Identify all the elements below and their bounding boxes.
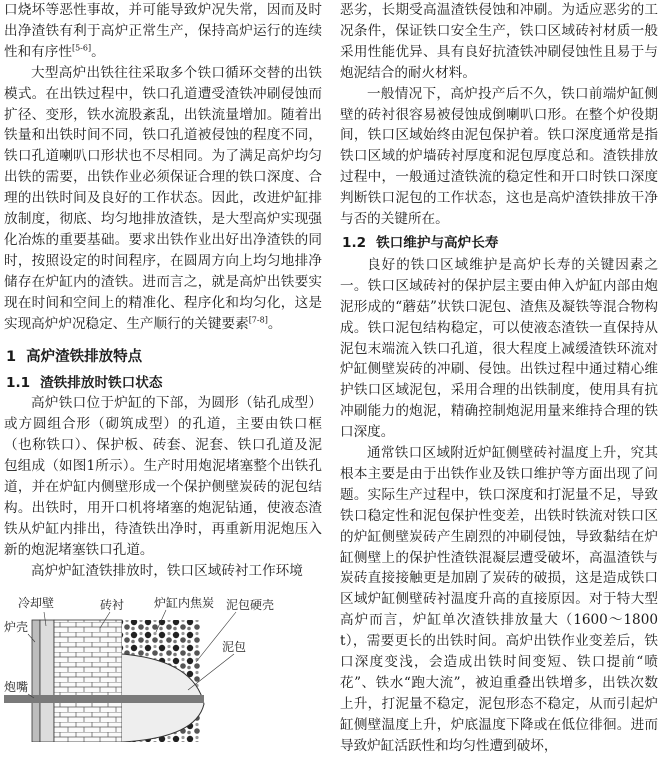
paragraph-intro-end bbox=[4, 0, 322, 63]
label-furnace-shell: 炉壳 bbox=[4, 619, 29, 634]
section-title: 高炉渣铁排放特点 bbox=[26, 348, 143, 365]
subsection-heading-1-2 bbox=[342, 233, 658, 254]
paragraph-tapping-mode bbox=[4, 63, 322, 335]
subsection-number: 1.2 bbox=[342, 234, 367, 251]
subsection-number: 1.1 bbox=[6, 374, 31, 391]
paragraph-maintenance: 良好的铁口区域维护是高炉长寿的关键因素之一。铁口区域砖衬的保护层主要由伸入炉缸内部由炮泥形成的“蘑菇”状铁口泥包、渣焦及凝铁等混合物构成。铁口泥包结构稳定，可以使液态渣铁一直保持从泥包末端流入铁口孔道，很大程度上减缓渣铁环流对炉缸侧壁炭砖的冲刷、侵蚀。出铁过程中通过精心维护铁口区域泥包，采用合理的出铁制度，使用具有抗冲刷能力的炮泥，精确控制炮泥用量来维持合理的铁口深度。 bbox=[340, 256, 658, 441]
paragraph-refractory: 恶劣，长期受高温渣铁侵蚀和冲刷。为适应恶劣的工况条件，保证铁口安全生产，铁口区域砖衬材质一般采用性能优异、具有良好抗渣铁冲刷侵蚀性且易于与炮泥结合的耐火材料。 bbox=[340, 2, 658, 81]
paragraph-temperature-rise: 通常铁口区域附近炉缸侧壁砖衬温度上升，究其根本主要是由于出铁作业及铁口维护等方面出现了问题。实际生产过程中，铁口深度和打泥量不足，导致铁口稳定性和泥包保护性变差，出铁时铁流对铁口区的炉缸侧壁炭砖产生剧烈的冲刷侵蚀，导致黏结在炉缸侧壁上的保护性渣铁混凝层遭受破坏，高温渣铁与炭砖直接接触更是加剧了炭砖的破损，这是造成铁口区域炉缸侧壁砖衬温度升高的直接原因。对于特大型高炉而言，炉缸单次渣铁排放量大（1600～1800 t），需要更长的出铁时间。高炉出铁作业变差后，铁口深度变浅，会造成出铁时间变短、铁口提前“喷花”、铁水“跑大流”，被迫重叠出铁增多，出铁次数上升，打泥量不稳定，泥包形态不稳定，从而引起炉缸侧壁温度上升，炉底温度下降或在低位徘徊。进而导致炉缸活跃性和均匀性遭到破坏， bbox=[340, 445, 658, 754]
furnace-shell-layer bbox=[32, 620, 40, 742]
citation: [7-8] bbox=[248, 315, 268, 325]
label-mud-hard-shell: 泥包硬壳 bbox=[226, 597, 275, 612]
paragraph-taphole-depth: 一般情况下，高炉投产后不久，铁口前端炉缸侧壁的砖衬很容易被侵蚀成倒喇叭口形。在整个炉役期间，铁口区域始终由泥包保护着。铁口深度通常是指铁口区域的炉墙砖衬厚度和泥包厚度总和。渣铁排放过程中，一般通过渣铁流的稳定性和开口时铁口深度判断铁口泥包的工作状态，这也是高炉渣铁排放干净与否的关键所在。 bbox=[340, 85, 658, 228]
cooling-wall-layer bbox=[40, 620, 54, 742]
label-brick-lining: 砖衬 bbox=[100, 597, 125, 612]
taphole-channel bbox=[4, 695, 204, 703]
citation: [5-6] bbox=[71, 43, 92, 53]
label-mud-bag: 泥包 bbox=[222, 639, 247, 654]
label-coke-in-hearth: 炉缸内焦炭 bbox=[154, 595, 215, 610]
subsection-title: 铁口维护与高炉长寿 bbox=[376, 234, 499, 251]
paragraph-taphole-structure: 高炉铁口位于炉缸的下部，为圆形（钻孔成型）或方圆组合形（砌筑成型）的孔道，主要由铁口框（也称铁口）、保护板、砖套、泥套、铁口孔道及泥包组成（如图1所示）。生产时用炮泥堵塞整个出铁孔道，并在炉缸内侧壁形成一个保护侧壁炭砖的泥包结构。出铁时，用开口机将堵塞的炮泥钻通，使液态渣铁从炉缸内排出，待渣铁出净时，再重新用泥炮压入新的炮泥堵塞铁口孔道。 bbox=[4, 395, 322, 558]
right-column bbox=[340, 0, 658, 757]
section-heading-1 bbox=[6, 347, 322, 368]
label-cooling-wall: 冷却壁 bbox=[18, 595, 55, 610]
label-tap-mouth: 炮嘴 bbox=[4, 679, 29, 694]
text: 大型高炉出铁往往采取多个铁口循环交替的出铁模式。在出铁过程中，铁口孔道遭受渣铁冲刷侵蚀而扩径、变形，铁水流股紊乱，出铁流量增加。随着出铁量和出铁时间不同，铁口孔道被侵蚀的程度不同，铁口孔道喇叭口形状也不尽相同。为了满足高炉均匀出铁的需要，出铁作业必须保证合理的铁口深度、合理的出铁时间及良好的工作状态。因此，改进炉缸排放制度，彻底、均匀地排放渣铁，是大型高炉实现强化冶炼的重要基础。要求出铁作业出好出净渣铁的同时，按照设定的时间程序，在圆周方向上均匀地排净储存在炉缸内的渣铁。进而言之，就是高炉出铁要实现在时间和空间上的精准化、程序化和均匀化，这是实现高炉炉况稳定、生产顺行的关键要素 bbox=[4, 64, 322, 332]
text: 。 bbox=[267, 315, 282, 332]
left-column bbox=[4, 0, 322, 742]
taphole-figure bbox=[4, 592, 322, 742]
text: 。 bbox=[91, 43, 105, 60]
text: 口烧坏等恶性事故，并可能导致炉况失常，因而及时出净渣铁有利于高炉正常生产，保持高炉运行的连续性和有序性 bbox=[4, 2, 322, 60]
paragraph-taphole-environment: 高炉炉缸渣铁排放时，铁口区域砖衬工作环境 bbox=[31, 562, 303, 579]
taphole-diagram bbox=[4, 592, 322, 742]
brick-lining-layer bbox=[54, 620, 122, 742]
section-number: 1 bbox=[6, 348, 17, 365]
subsection-title: 渣铁排放时铁口状态 bbox=[40, 374, 163, 391]
subsection-heading-1-1 bbox=[6, 373, 322, 394]
